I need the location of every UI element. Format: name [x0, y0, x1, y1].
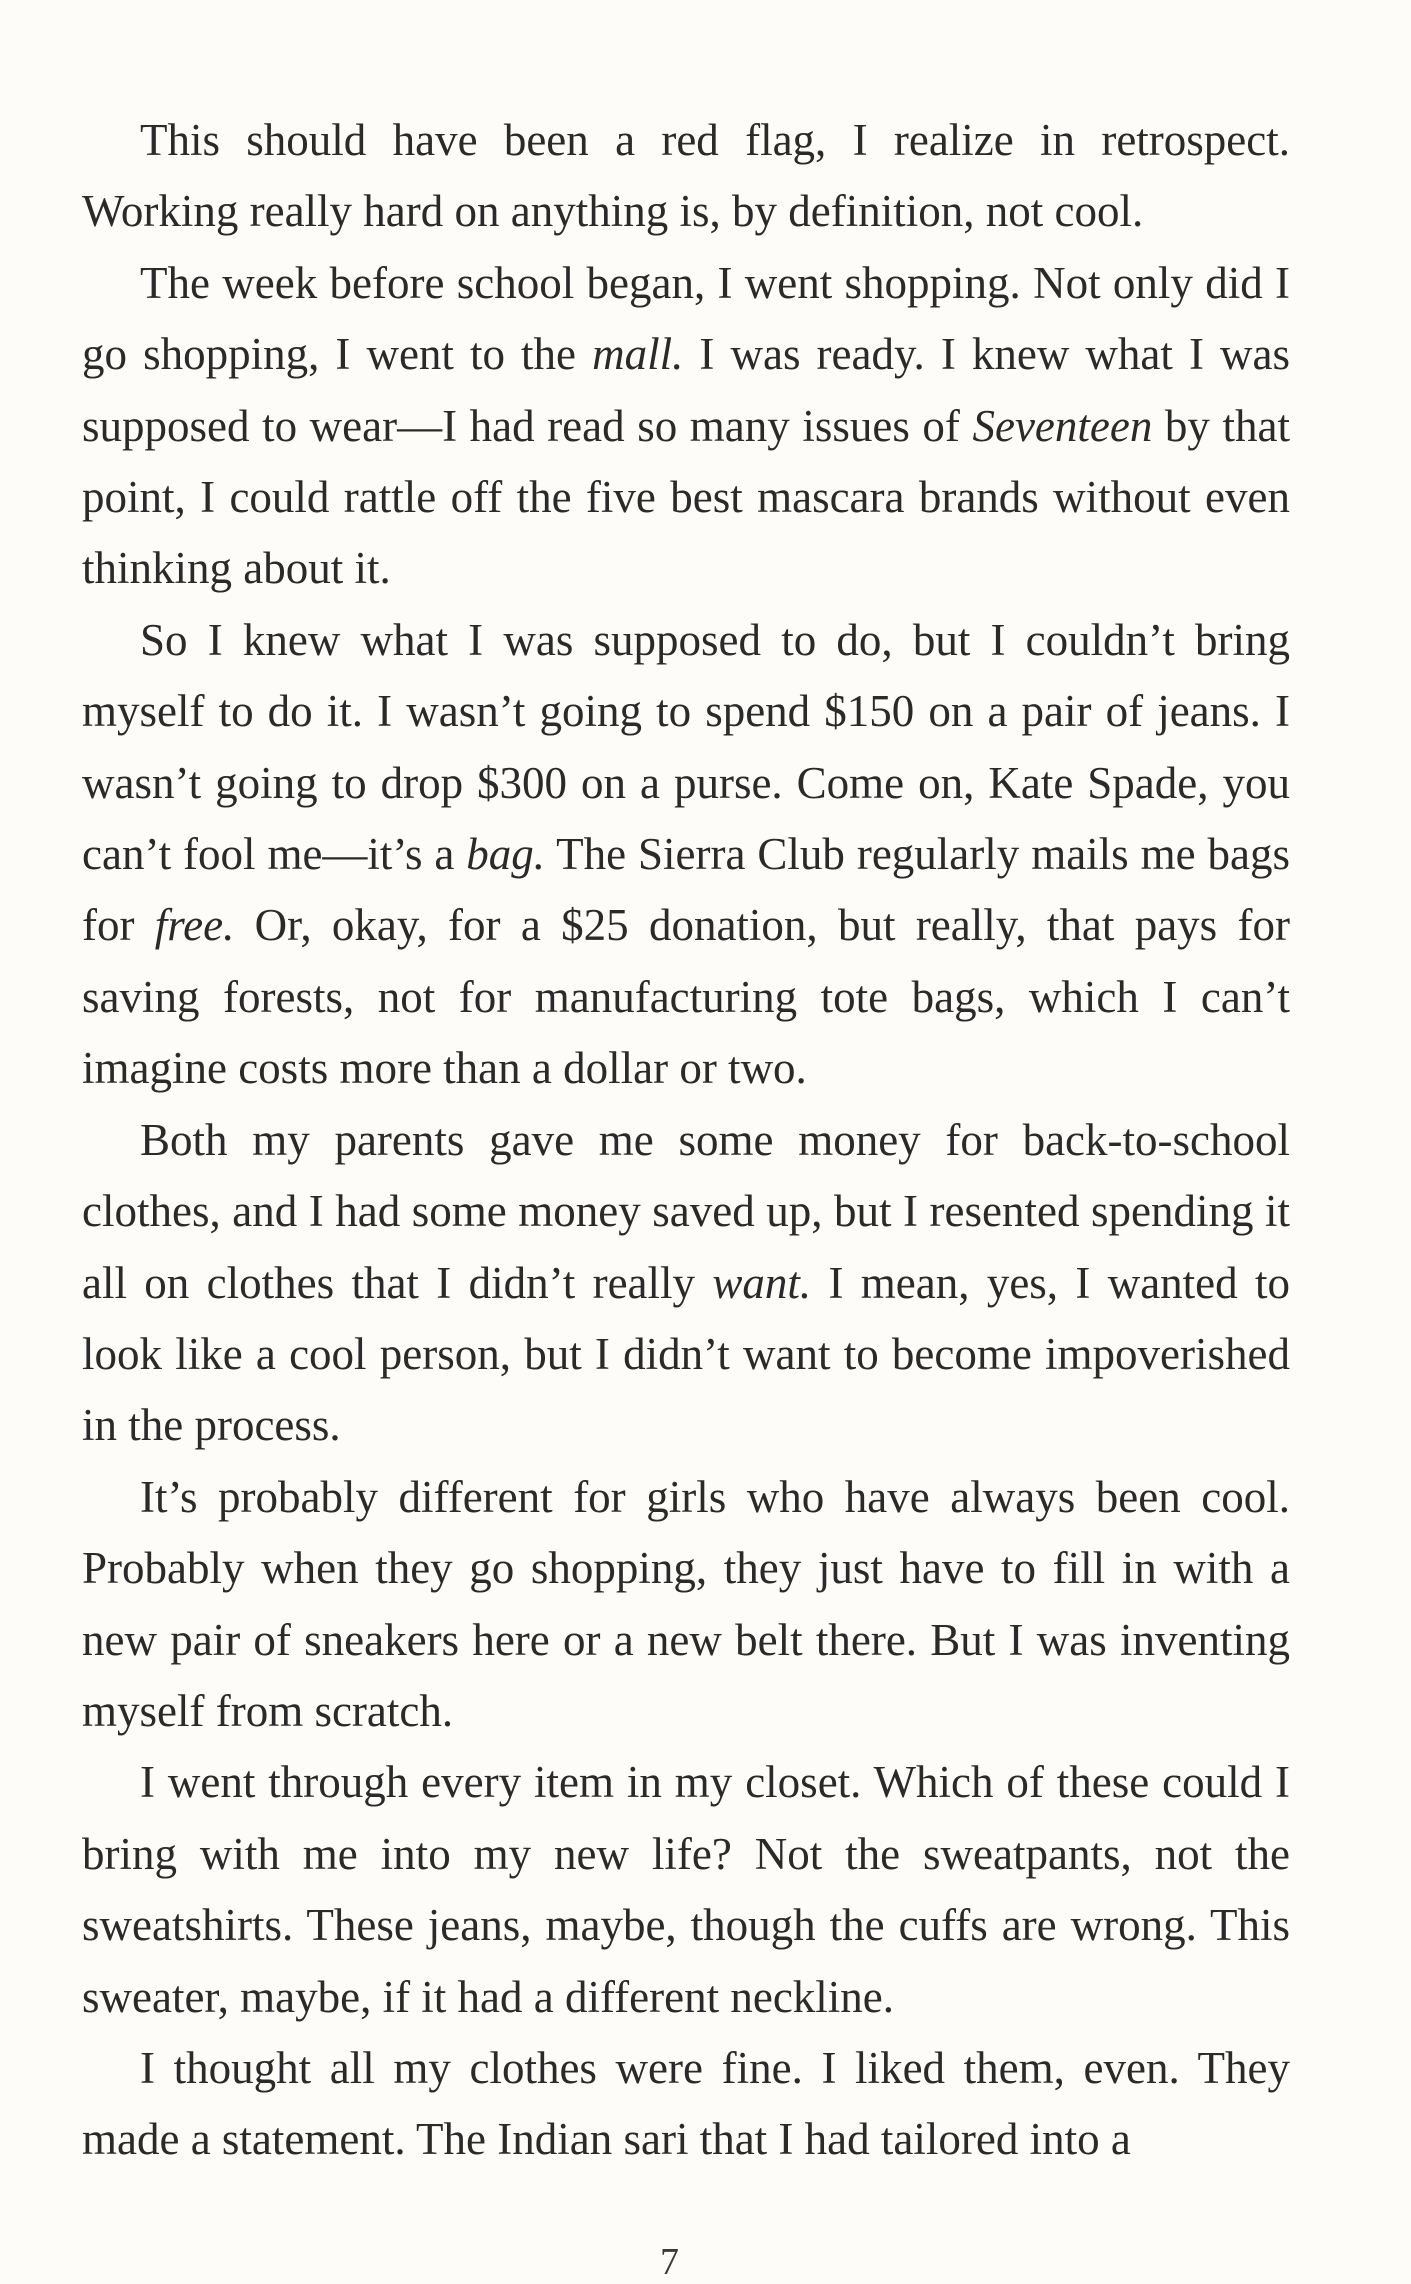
text-run: This should have been a red flag, I realize in retrospect. Working really hard on anything is, by definition, not cool.	[82, 115, 1290, 237]
italic-text: mall.	[592, 329, 684, 380]
text-run: So I knew what I was supposed to do, but I couldn’t bring myself to do it. I wasn’t going to spend $150 on a pair of jeans. I wasn’t going to drop $300 on a purse. Come on, Kate Spade, you can’t fool me—it’s a	[82, 614, 1290, 880]
paragraph	[82, 105, 1290, 248]
text-run: I was ready. I knew what I was supposed to wear—I had read so many issues of	[82, 329, 1291, 451]
text-run: I thought all my clothes were fine. I liked them, even. They made a statement. The Indian sari that I had tailored into a	[82, 2042, 1290, 2165]
page-number: 7	[660, 2241, 679, 2283]
paragraph	[82, 605, 1290, 1105]
paragraph	[82, 1105, 1290, 1462]
paragraph	[82, 1462, 1290, 1748]
italic-text: want.	[712, 1257, 812, 1308]
text-run: I mean, yes, I wanted to look like a cool person, but I didn’t want to become impoverished in the process.	[82, 1257, 1290, 1451]
text-run: It’s probably different for girls who have always been cool. Probably when they go shopping, they just have to fill in with a new pair of sneakers here or a new belt there. But I was inventing myself from scratch.	[82, 1471, 1290, 1736]
text-run: Or, okay, for a $25 donation, but really, that pays for saving forests, not for manufacturing tote bags, which I can’t imagine costs more than a dollar or two.	[82, 900, 1290, 1094]
text-run: by that point, I could rattle off the five best mascara brands without even thinking about it.	[82, 400, 1290, 594]
paragraph	[82, 1747, 1290, 2033]
body-text	[82, 105, 1290, 2176]
text-run: The week before school began, I went shopping. Not only did I go shopping, I went to the	[82, 257, 1290, 380]
italic-text: free.	[154, 900, 235, 951]
italic-text: Seventeen	[972, 400, 1153, 451]
paragraph	[82, 248, 1290, 605]
italic-text: bag.	[466, 829, 546, 880]
text-run: I went through every item in my closet. Which of these could I bring with me into my new life? Not the sweatpants, not the sweatshirts. These jeans, maybe, though the cuffs are wrong. This sweater, maybe, if it had a different neckline.	[82, 1757, 1290, 2022]
text-run: The Sierra Club regularly mails me bags for	[82, 829, 1290, 951]
paragraph	[82, 2033, 1290, 2176]
text-run: Both my parents gave me some money for back-to-school clothes, and I had some money saved up, but I resented spending it all on clothes that I didn’t really	[82, 1114, 1290, 1308]
